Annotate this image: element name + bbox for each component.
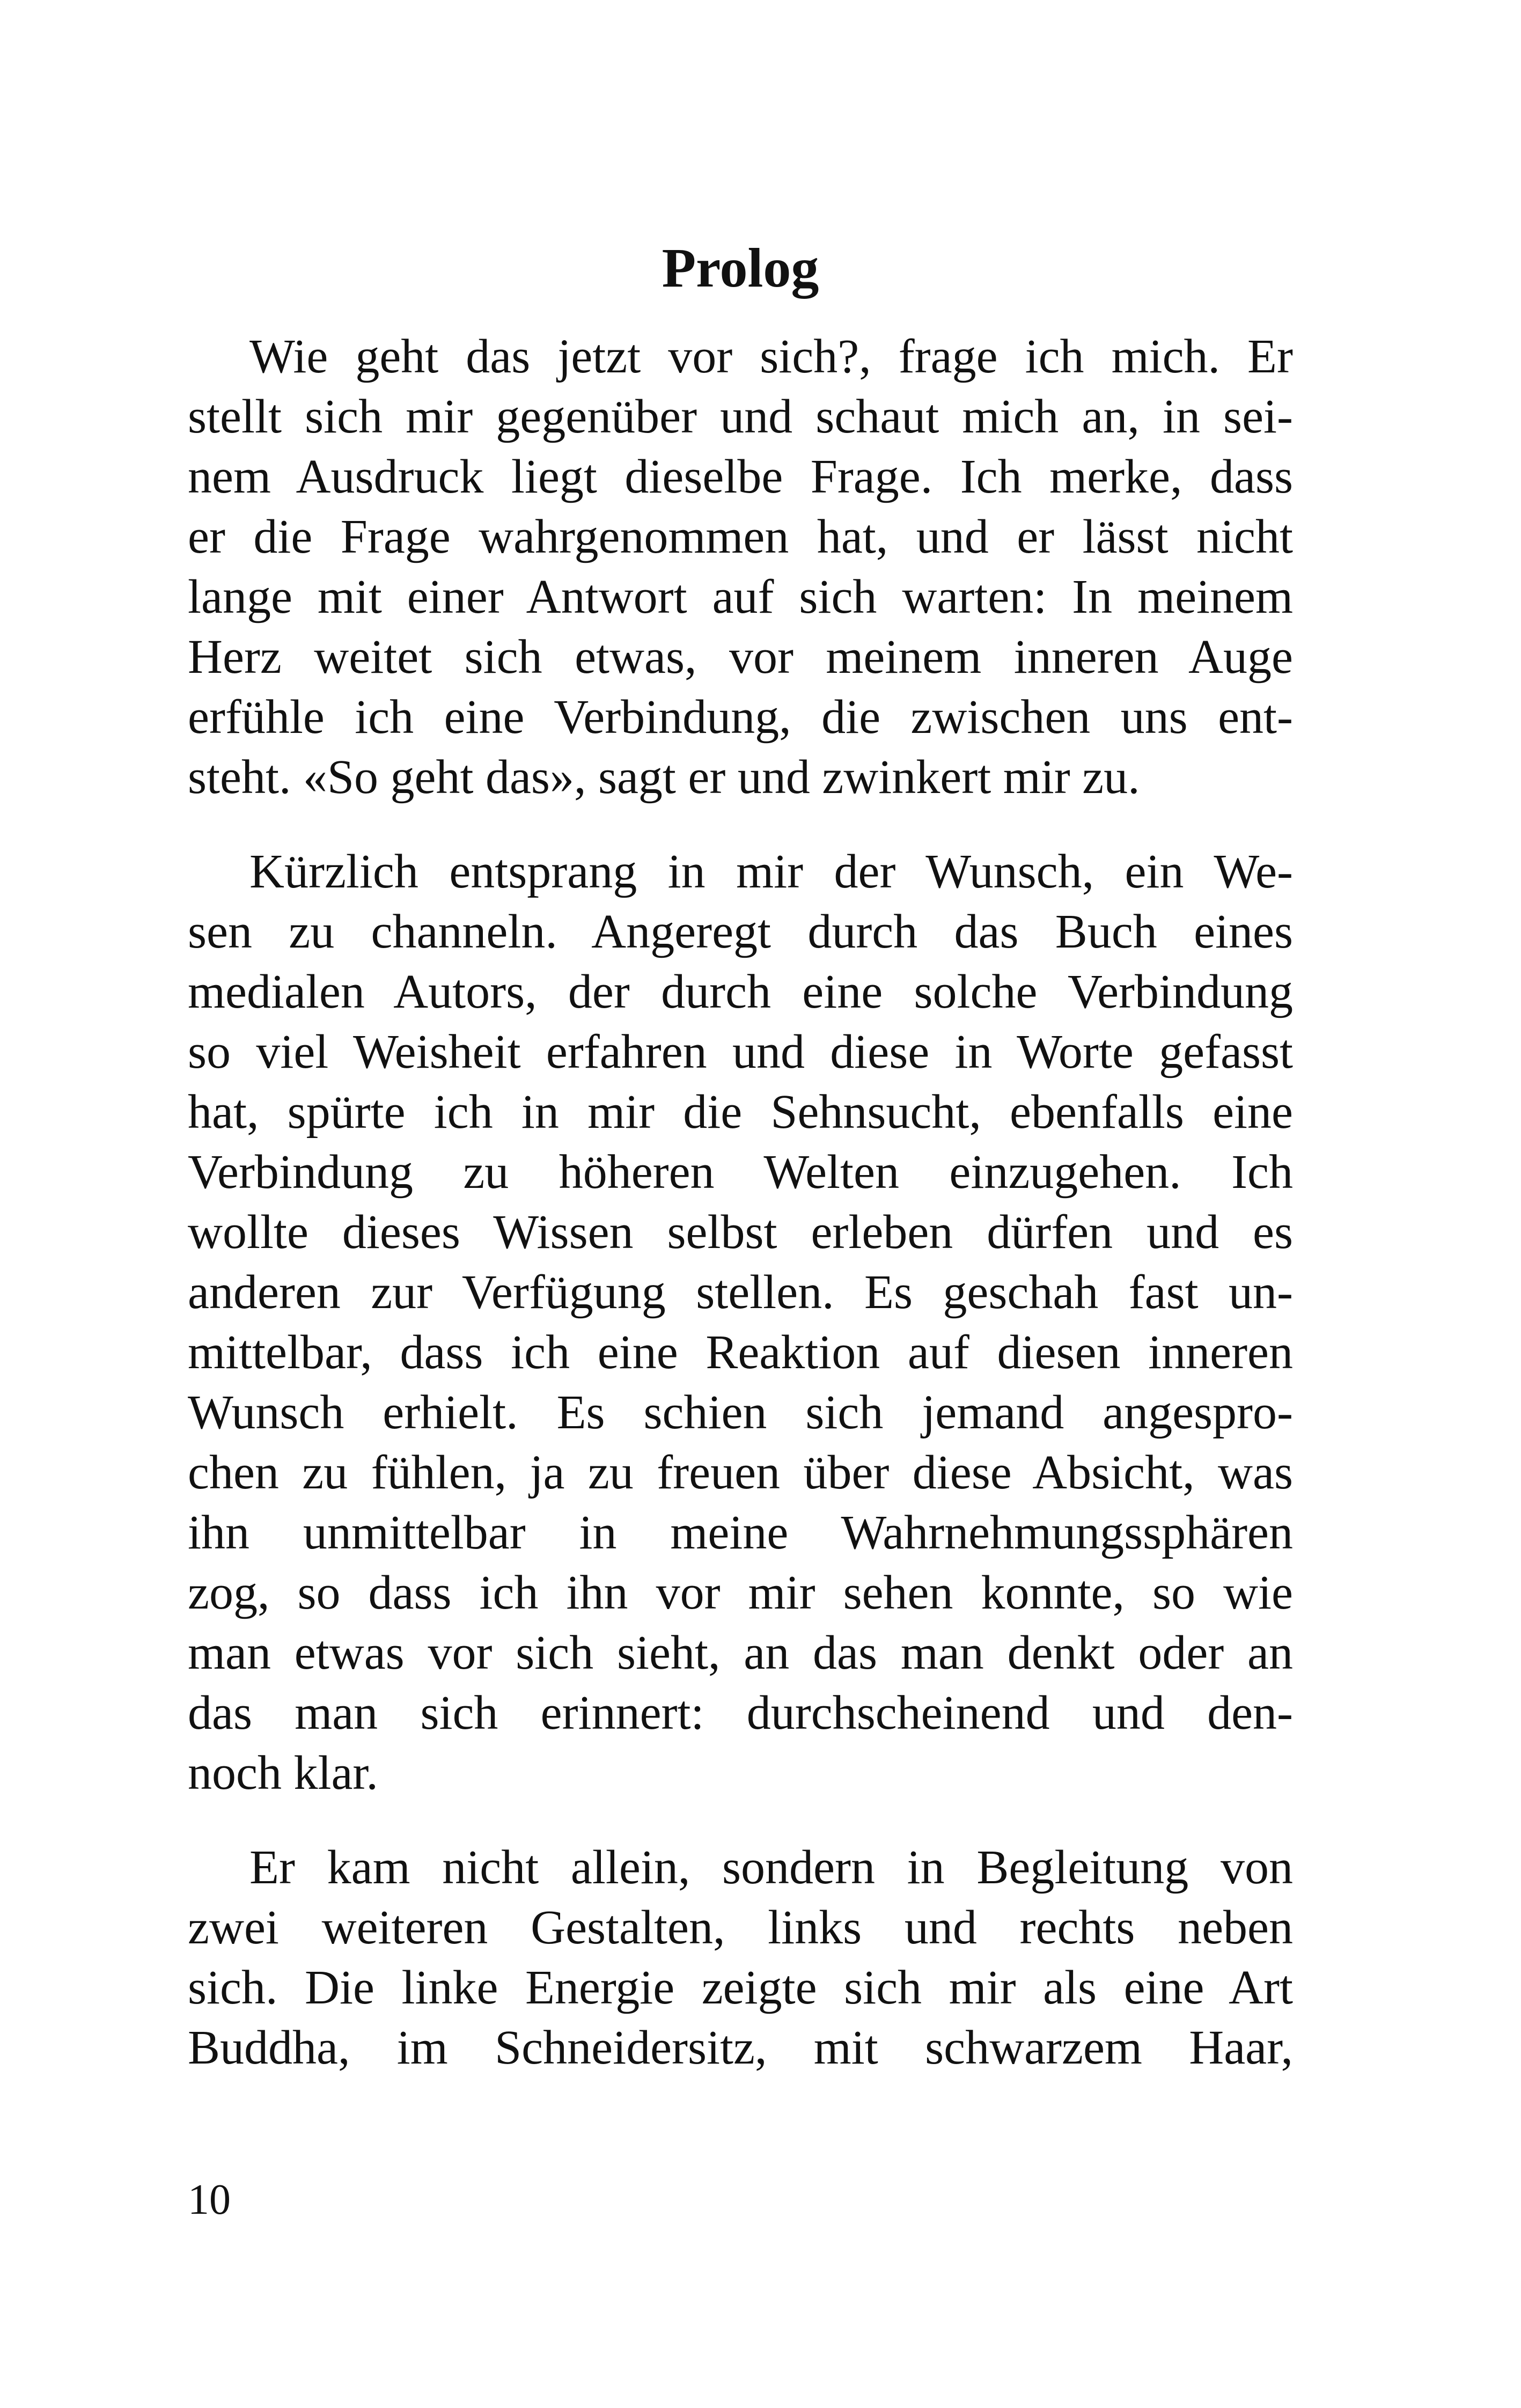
text-line: steht. «So geht das», sagt er und zwinkert mir zu. <box>188 751 1140 804</box>
text-line: Verbindung zu höheren Welten einzugehen. Ich <box>188 1146 1293 1199</box>
text-line: ihn unmittelbar in meine Wahrnehmungssphären <box>188 1506 1293 1559</box>
text-line: Wie geht das jetzt vor sich?, frage ich mich. Er <box>249 330 1293 383</box>
text-line: sich. Die linke Energie zeigte sich mir als eine Art <box>188 1961 1293 2014</box>
text-line: wollte dieses Wissen selbst erleben dürfen und es <box>188 1206 1293 1259</box>
text-line: das man sich erinnert: durchscheinend und den- <box>188 1686 1293 1739</box>
text-line: hat, spürte ich in mir die Sehnsucht, ebenfalls eine <box>188 1085 1293 1139</box>
text-line: man etwas vor sich sieht, an das man denkt oder an <box>188 1626 1293 1679</box>
text-line: nem Ausdruck liegt dieselbe Frage. Ich merke, dass <box>188 450 1293 503</box>
text-line: mittelbar, dass ich eine Reaktion auf diesen inneren <box>188 1326 1293 1379</box>
text-line: chen zu fühlen, ja zu freuen über diese Absicht, was <box>188 1446 1293 1499</box>
page-number: 10 <box>188 2176 231 2223</box>
text-line: erfühle ich eine Verbindung, die zwischen uns ent- <box>188 691 1293 744</box>
text-line: noch klar. <box>188 1746 378 1800</box>
text-line: so viel Weisheit erfahren und diese in Worte gefasst <box>188 1025 1293 1078</box>
text-line: sen zu channeln. Angeregt durch das Buch eines <box>188 905 1293 958</box>
text-line: Herz weitet sich etwas, vor meinem inneren Auge <box>188 630 1293 684</box>
text-line: Er kam nicht allein, sondern in Begleitung von <box>249 1841 1293 1894</box>
text-line: medialen Autors, der durch eine solche Verbindung <box>188 965 1293 1018</box>
text-line: zwei weiteren Gestalten, links und rechts neben <box>188 1901 1293 1954</box>
text-line: Buddha, im Schneidersitz, mit schwarzem Haar, <box>188 2021 1293 2074</box>
text-line: Wunsch erhielt. Es schien sich jemand angespro- <box>188 1386 1293 1439</box>
text-line: zog, so dass ich ihn vor mir sehen konnte, so wie <box>188 1566 1293 1619</box>
chapter-title: Prolog <box>662 237 819 299</box>
text-line: Kürzlich entsprang in mir der Wunsch, ein We- <box>249 845 1293 898</box>
text-line: er die Frage wahrgenommen hat, und er lässt nicht <box>188 510 1293 563</box>
text-line: lange mit einer Antwort auf sich warten: In meinem <box>188 570 1293 623</box>
text-line: stellt sich mir gegenüber und schaut mich an, in sei- <box>188 390 1293 443</box>
text-line: anderen zur Verfügung stellen. Es geschah fast un- <box>188 1266 1293 1319</box>
